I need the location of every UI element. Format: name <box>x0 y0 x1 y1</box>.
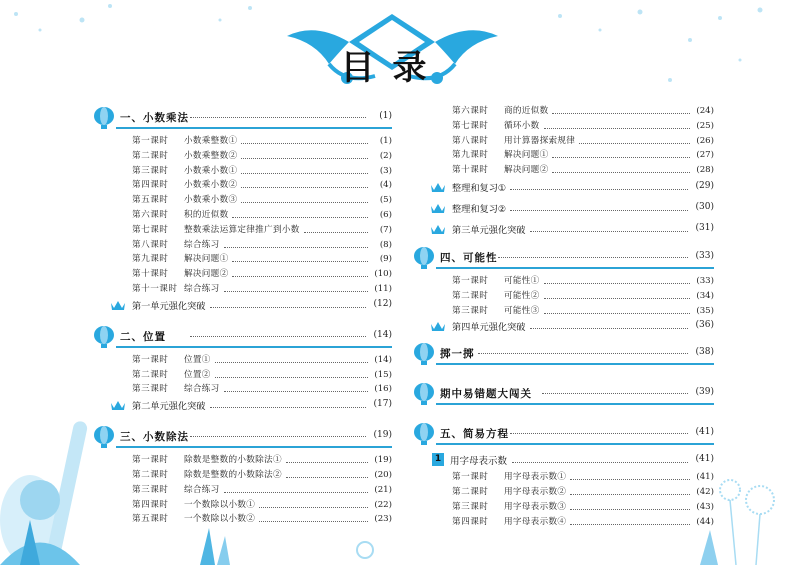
crown-entry[interactable] <box>412 221 714 237</box>
balloon-icon <box>92 325 116 349</box>
dot-leader <box>241 173 368 174</box>
page-number: (14) <box>374 354 392 365</box>
dot-leader <box>259 507 368 508</box>
lesson-title: 整数乘法运算定律推广到小数 <box>184 224 300 235</box>
toc-entry[interactable] <box>92 498 392 513</box>
page-number: (4) <box>379 180 392 191</box>
page-number: (26) <box>696 135 714 146</box>
lesson-title: 一个数除以小数① <box>184 499 256 510</box>
page-number: (6) <box>379 209 392 220</box>
lesson-title: 小数乘整数② <box>184 150 238 161</box>
section-name: 五、简易方程 <box>440 428 509 441</box>
lesson-number: 第十课时 <box>452 165 489 176</box>
section-name: 一、小数乘法 <box>120 112 189 124</box>
lesson-number: 第五课时 <box>132 514 169 525</box>
balloon-icon <box>412 246 436 270</box>
page-number: (19) <box>374 455 392 466</box>
toc-entry[interactable] <box>412 515 714 530</box>
page-number: (22) <box>374 499 392 510</box>
lesson-title: 用字母表示数④ <box>504 516 567 527</box>
section-rule <box>436 443 714 445</box>
dot-leader <box>241 202 368 203</box>
lesson-title: 商的近似数 <box>504 106 549 116</box>
lesson-title: 位置② <box>184 369 211 380</box>
dot-leader <box>570 509 690 510</box>
lesson-number: 第一课时 <box>132 455 169 466</box>
lesson-title: 小数乘小数③ <box>184 195 238 206</box>
lesson-number: 第九课时 <box>452 150 489 161</box>
page-number: (27) <box>696 150 714 161</box>
toc-entry[interactable] <box>412 274 714 289</box>
dot-leader <box>552 157 690 158</box>
lesson-number: 第四课时 <box>452 516 489 527</box>
toc-entry[interactable] <box>412 485 714 500</box>
crown-entry[interactable] <box>92 297 392 313</box>
lesson-number: 第五课时 <box>132 195 169 206</box>
toc-entry[interactable] <box>92 453 392 468</box>
section-heading[interactable] <box>412 422 714 446</box>
section-heading[interactable] <box>92 106 392 130</box>
lesson-title: 一个数除以小数② <box>184 514 256 525</box>
page-number: (19) <box>373 430 392 441</box>
page-number: (41) <box>695 427 714 438</box>
lesson-number: 第八课时 <box>452 135 489 146</box>
lesson-title: 综合练习 <box>184 283 220 294</box>
dot-leader <box>512 462 688 463</box>
lesson-title: 积的近似数 <box>184 209 229 220</box>
spacer <box>412 406 714 420</box>
dot-leader <box>286 462 368 463</box>
dot-leader <box>570 494 690 495</box>
page-number: (9) <box>379 254 392 265</box>
dot-leader <box>215 377 368 378</box>
dot-leader <box>579 143 690 144</box>
page-number: (16) <box>374 384 392 395</box>
dot-leader <box>232 276 368 277</box>
toc-entry[interactable] <box>92 252 392 267</box>
page-number: (12) <box>373 298 392 309</box>
crown-entry-name: 第四单元强化突破 <box>452 322 526 334</box>
dot-leader <box>552 113 690 114</box>
lesson-number: 第二课时 <box>132 150 169 161</box>
section-heading[interactable] <box>412 342 714 366</box>
crown-entry[interactable] <box>412 200 714 216</box>
dot-leader <box>544 313 690 314</box>
lesson-number: 第七课时 <box>452 120 489 131</box>
dot-leader <box>570 479 690 480</box>
page-number: (34) <box>696 290 714 301</box>
lesson-title: 解决问题① <box>504 150 549 161</box>
subsection-number: 1 <box>432 453 444 466</box>
toc-entry[interactable] <box>92 483 392 498</box>
dot-leader <box>510 433 688 434</box>
dot-leader <box>304 232 368 233</box>
spacer <box>412 242 714 244</box>
dot-leader <box>215 362 368 363</box>
lesson-title: 解决问题② <box>504 165 549 176</box>
dot-leader <box>241 158 368 159</box>
lesson-number: 第一课时 <box>132 136 169 146</box>
lesson-number: 第四课时 <box>132 499 169 510</box>
dot-leader <box>498 257 688 258</box>
page-number: (20) <box>374 469 392 480</box>
spacer <box>92 413 392 423</box>
page-number: (23) <box>374 514 392 525</box>
dot-leader <box>478 353 688 354</box>
dot-leader <box>232 261 368 262</box>
balloon-icon <box>92 425 116 449</box>
section-name: 三、小数除法 <box>120 431 189 444</box>
toc-left-column <box>92 104 392 527</box>
toc-entry[interactable] <box>92 368 392 383</box>
page-title: 目录 <box>340 48 445 88</box>
page-number: (14) <box>373 329 392 340</box>
lesson-title: 可能性① <box>504 275 540 286</box>
page-number: (29) <box>695 180 714 191</box>
dot-leader <box>224 391 368 392</box>
dot-leader <box>286 477 368 478</box>
page-number: (1) <box>379 136 392 146</box>
lesson-number: 第十课时 <box>132 269 169 280</box>
lesson-title: 用字母表示数③ <box>504 501 567 512</box>
dot-leader <box>259 521 368 522</box>
lesson-number: 第九课时 <box>132 254 169 265</box>
toc-entry[interactable] <box>412 104 714 119</box>
lesson-title: 小数乘小数① <box>184 165 238 176</box>
balloon-icon <box>412 342 436 366</box>
crown-entry[interactable] <box>412 179 714 195</box>
crown-entry-name: 整理和复习① <box>452 182 507 194</box>
lesson-title: 综合练习 <box>184 484 220 495</box>
section-name: 二、位置 <box>120 330 166 343</box>
toc-entry[interactable] <box>412 119 714 134</box>
balloon-icon <box>412 382 436 406</box>
lesson-number: 第三课时 <box>132 384 169 395</box>
lesson-number: 第二课时 <box>132 469 169 480</box>
subsection-name: 用字母表示数 <box>450 456 508 468</box>
section-name: 四、可能性 <box>440 251 498 264</box>
page-number: (35) <box>696 305 714 316</box>
lesson-title: 用字母表示数① <box>504 472 567 483</box>
page-number: (3) <box>379 165 392 176</box>
lesson-title: 解决问题② <box>184 269 229 280</box>
toc-entry[interactable] <box>412 148 714 163</box>
toc-entry[interactable] <box>412 500 714 515</box>
dot-leader <box>224 247 368 248</box>
lesson-number: 第四课时 <box>132 180 169 191</box>
toc-entry[interactable] <box>412 134 714 149</box>
toc-entry[interactable] <box>412 304 714 319</box>
page-number: (36) <box>695 320 714 331</box>
lesson-number: 第三课时 <box>132 484 169 495</box>
lesson-title: 小数乘整数① <box>184 136 238 146</box>
toc-entry[interactable] <box>92 468 392 483</box>
page-number: (39) <box>695 387 714 398</box>
crown-entry-name: 第一单元强化突破 <box>132 300 206 312</box>
dot-leader <box>210 307 366 308</box>
page-number: (33) <box>695 250 714 261</box>
balloon-icon <box>412 422 436 446</box>
dot-leader <box>544 298 690 299</box>
dot-leader <box>544 128 690 129</box>
page-number: (1) <box>379 111 392 121</box>
lesson-title: 综合练习 <box>184 239 220 250</box>
toc-entry[interactable] <box>92 178 392 193</box>
page-number: (10) <box>374 269 392 280</box>
dot-leader <box>542 393 688 394</box>
page-number: (38) <box>695 347 714 358</box>
section-heading[interactable] <box>92 325 392 349</box>
toc-entry[interactable] <box>412 163 714 178</box>
crown-icon <box>430 320 446 332</box>
dot-leader <box>190 117 366 118</box>
lesson-title: 除数是整数的小数除法② <box>184 469 282 480</box>
subsection-heading[interactable] <box>412 452 714 468</box>
dot-leader <box>190 336 366 337</box>
page-number: (43) <box>696 501 714 512</box>
page-number: (25) <box>696 120 714 131</box>
toc-entry[interactable] <box>92 223 392 238</box>
lesson-number: 第二课时 <box>132 369 169 380</box>
lesson-title: 可能性② <box>504 290 540 301</box>
toc-entry[interactable] <box>92 267 392 282</box>
page-number: (33) <box>696 275 714 286</box>
section-heading[interactable] <box>92 425 392 449</box>
page-number: (2) <box>379 150 392 161</box>
toc-entry[interactable] <box>92 208 392 223</box>
dot-leader <box>241 143 368 144</box>
lesson-title: 用计算器探索规律 <box>504 135 576 146</box>
toc-entry[interactable] <box>92 134 392 149</box>
spacer <box>412 366 714 380</box>
dot-leader <box>510 189 688 190</box>
page-number: (24) <box>696 106 714 116</box>
crown-entry[interactable] <box>92 397 392 413</box>
page-number: (17) <box>373 399 392 410</box>
toc-entry[interactable] <box>92 193 392 208</box>
balloon-icon <box>92 106 116 130</box>
lesson-number: 第六课时 <box>452 106 489 116</box>
dot-leader <box>530 231 688 232</box>
section-rule <box>436 403 714 405</box>
page-number: (11) <box>374 283 392 294</box>
section-rule <box>436 267 714 269</box>
lesson-title: 用字母表示数② <box>504 487 567 498</box>
section-rule <box>116 446 392 448</box>
lesson-title: 位置① <box>184 354 211 365</box>
page-number: (5) <box>379 195 392 206</box>
lesson-title: 解决问题① <box>184 254 229 265</box>
spacer <box>412 334 714 340</box>
section-rule <box>436 363 714 365</box>
crown-entry[interactable] <box>412 318 714 334</box>
page-number: (7) <box>379 224 392 235</box>
toc-entry[interactable] <box>412 470 714 485</box>
dot-leader <box>510 210 688 211</box>
lesson-number: 第八课时 <box>132 239 169 250</box>
crown-icon <box>110 299 126 311</box>
toc-entry[interactable] <box>92 238 392 253</box>
crown-icon <box>430 223 446 235</box>
lesson-number: 第一课时 <box>452 275 489 286</box>
page-number: (21) <box>374 484 392 495</box>
dot-leader <box>210 407 366 408</box>
section-name: 掷一掷 <box>440 348 475 361</box>
lesson-number: 第六课时 <box>132 209 169 220</box>
page-number: (30) <box>695 201 714 212</box>
crown-entry-name: 第三单元强化突破 <box>452 224 526 236</box>
lesson-title: 除数是整数的小数除法① <box>184 455 282 466</box>
page-number: (28) <box>696 165 714 176</box>
lesson-number: 第一课时 <box>132 354 169 365</box>
toc-right-column <box>412 104 714 530</box>
dot-leader <box>241 187 368 188</box>
toc-entry[interactable] <box>92 353 392 368</box>
dot-leader <box>224 492 368 493</box>
dot-leader <box>232 217 368 218</box>
section-rule <box>116 127 392 129</box>
lesson-number: 第一课时 <box>452 472 489 483</box>
lesson-number: 第二课时 <box>452 487 489 498</box>
crown-icon <box>430 181 446 193</box>
page-number: (42) <box>696 487 714 498</box>
dot-leader <box>544 283 690 284</box>
crown-entry-name: 整理和复习② <box>452 203 507 215</box>
section-name: 期中易错题大闯关 <box>440 388 532 401</box>
toc-entry[interactable] <box>412 289 714 304</box>
lesson-title: 小数乘小数② <box>184 180 238 191</box>
lesson-number: 第三课时 <box>452 305 489 316</box>
dot-leader <box>224 291 368 292</box>
page-number: (15) <box>374 369 392 380</box>
page-number: (41) <box>695 454 714 465</box>
dot-leader <box>190 436 366 437</box>
lesson-title: 可能性③ <box>504 305 540 316</box>
crown-icon <box>110 399 126 411</box>
lesson-number: 第三课时 <box>132 165 169 176</box>
lesson-number: 第十一课时 <box>132 283 178 294</box>
page-number: (8) <box>379 239 392 250</box>
crown-icon <box>430 202 446 214</box>
page-number: (31) <box>695 222 714 233</box>
lesson-title: 循环小数 <box>504 120 540 131</box>
lesson-number: 第三课时 <box>452 501 489 512</box>
dot-leader <box>570 524 690 525</box>
spacer <box>92 313 392 323</box>
section-heading[interactable] <box>412 382 714 406</box>
section-rule <box>116 346 392 348</box>
toc-entry[interactable] <box>92 164 392 179</box>
spacer <box>412 446 714 450</box>
toc-entry[interactable] <box>92 282 392 297</box>
section-heading[interactable] <box>412 246 714 270</box>
dot-leader <box>530 328 688 329</box>
lesson-title: 综合练习 <box>184 384 220 395</box>
lesson-number: 第二课时 <box>452 290 489 301</box>
page-number: (41) <box>696 472 714 483</box>
toc-entry[interactable] <box>92 512 392 527</box>
toc-entry[interactable] <box>92 382 392 397</box>
lesson-number: 第七课时 <box>132 224 169 235</box>
toc-entry[interactable] <box>92 149 392 164</box>
dot-leader <box>552 172 690 173</box>
page-number: (44) <box>696 516 714 527</box>
title-banner <box>285 12 500 92</box>
crown-entry-name: 第二单元强化突破 <box>132 401 206 413</box>
